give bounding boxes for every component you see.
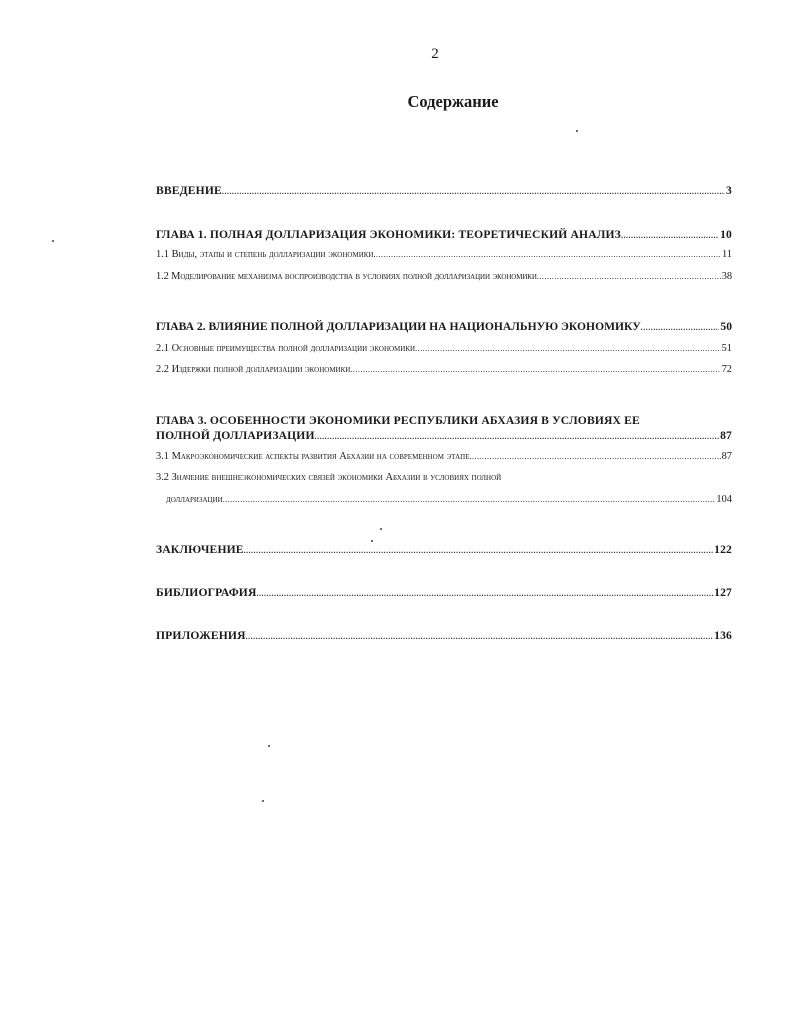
toc-entry-page: 10: [720, 228, 732, 241]
toc-entry-label: 2.1 Основные преимущества полной долларизации экономики: [156, 343, 416, 354]
toc-entry-label: ГЛАВА 2. ВЛИЯНИЕ ПОЛНОЙ ДОЛЛАРИЗАЦИИ НА НАЦИОНАЛЬНУЮ ЭКОНОМИКУ: [156, 320, 641, 333]
scan-speck: [371, 540, 373, 542]
toc-entry-page: 38: [721, 271, 732, 282]
dot-leader: [415, 344, 721, 353]
toc-entry-page: 11: [721, 249, 732, 260]
dot-leader: [223, 495, 716, 504]
toc-entry-page: 127: [714, 586, 732, 599]
toc-entry-label: 3.1 Макроэкономические аспекты развития Абхазии на современном этапе: [156, 451, 470, 462]
toc-entry-section-3-1: [156, 451, 732, 462]
dot-leader: [257, 589, 714, 598]
dot-leader: [537, 272, 721, 281]
page-number: 2: [431, 46, 439, 62]
toc-entry-label: ПРИЛОЖЕНИЯ: [156, 629, 246, 642]
toc-entry-chapter-2: [156, 320, 732, 333]
dot-leader: [350, 365, 720, 374]
toc-entry-label: БИБЛИОГРАФИЯ: [156, 586, 257, 599]
toc-entry-page: 3: [726, 184, 732, 197]
scan-speck: [268, 745, 270, 747]
toc-entry-label: 1.2 Моделирование механизма воспроизводства в условиях полной долларизации экономики: [156, 271, 537, 282]
toc-entry-chapter-1: [156, 228, 732, 241]
toc-entry-section-1-2: [156, 271, 732, 282]
scan-speck: [576, 130, 578, 132]
toc-entry-page: 104: [716, 494, 732, 505]
toc-entry-page: 51: [721, 343, 732, 354]
toc-entry-section-1-1: [156, 249, 732, 260]
toc-entry-label: ВВЕДЕНИЕ: [156, 184, 222, 197]
toc-entry-page: 87: [720, 429, 732, 442]
toc-entry-chapter-3-line-1: ГЛАВА 3. ОСОБЕННОСТИ ЭКОНОМИКИ РЕСПУБЛИКИ АБХАЗИЯ В УСЛОВИЯХ ЕЕ: [156, 414, 640, 427]
toc-entry-label: ГЛАВА 1. ПОЛНАЯ ДОЛЛАРИЗАЦИЯ ЭКОНОМИКИ: ТЕОРЕТИЧЕСКИЙ АНАЛИЗ: [156, 228, 621, 241]
toc-entry-section-2-1: [156, 343, 732, 354]
scan-speck: [262, 800, 264, 802]
page-title: Содержание: [407, 92, 499, 111]
toc-entry-intro: [156, 184, 732, 197]
toc-entry-label: 2.2 Издержки полной долларизации экономики: [156, 364, 351, 375]
dot-leader: [373, 250, 721, 259]
toc-entry-label: ЗАКЛЮЧЕНИЕ: [156, 543, 244, 556]
toc-entry-page: 72: [721, 364, 732, 375]
dot-leader: [246, 632, 714, 641]
toc-entry-conclusion: [156, 543, 732, 556]
toc-entry-chapter-3: [156, 429, 732, 442]
toc-entry-bibliography: [156, 586, 732, 599]
toc-entry-page: 136: [714, 629, 732, 642]
dot-leader: [470, 452, 721, 461]
toc-entry-page: 87: [721, 451, 732, 462]
dot-leader: [222, 187, 725, 196]
toc-entry-label: 1.1 Виды, этапы и степень долларизации экономики: [156, 249, 374, 260]
dot-leader: [621, 231, 719, 240]
toc-entry-page: 122: [714, 543, 732, 556]
toc-entry-page: 50: [720, 320, 732, 333]
toc-entry-section-2-2: [156, 364, 732, 375]
dot-leader: [244, 546, 713, 555]
toc-entry-section-3-2-line-1: 3.2 Значение внешнеэкономических связей экономики Абхазии в условиях полной: [156, 472, 502, 483]
scan-speck: [380, 528, 382, 530]
toc-entry-appendix: [156, 629, 732, 642]
dot-leader: [315, 432, 719, 441]
toc-entry-label: долларизации: [166, 494, 223, 505]
toc-entry-label: ПОЛНОЙ ДОЛЛАРИЗАЦИИ: [156, 429, 315, 442]
dot-leader: [641, 323, 720, 332]
toc-entry-section-3-2: [166, 494, 732, 505]
scan-speck: [52, 240, 54, 242]
